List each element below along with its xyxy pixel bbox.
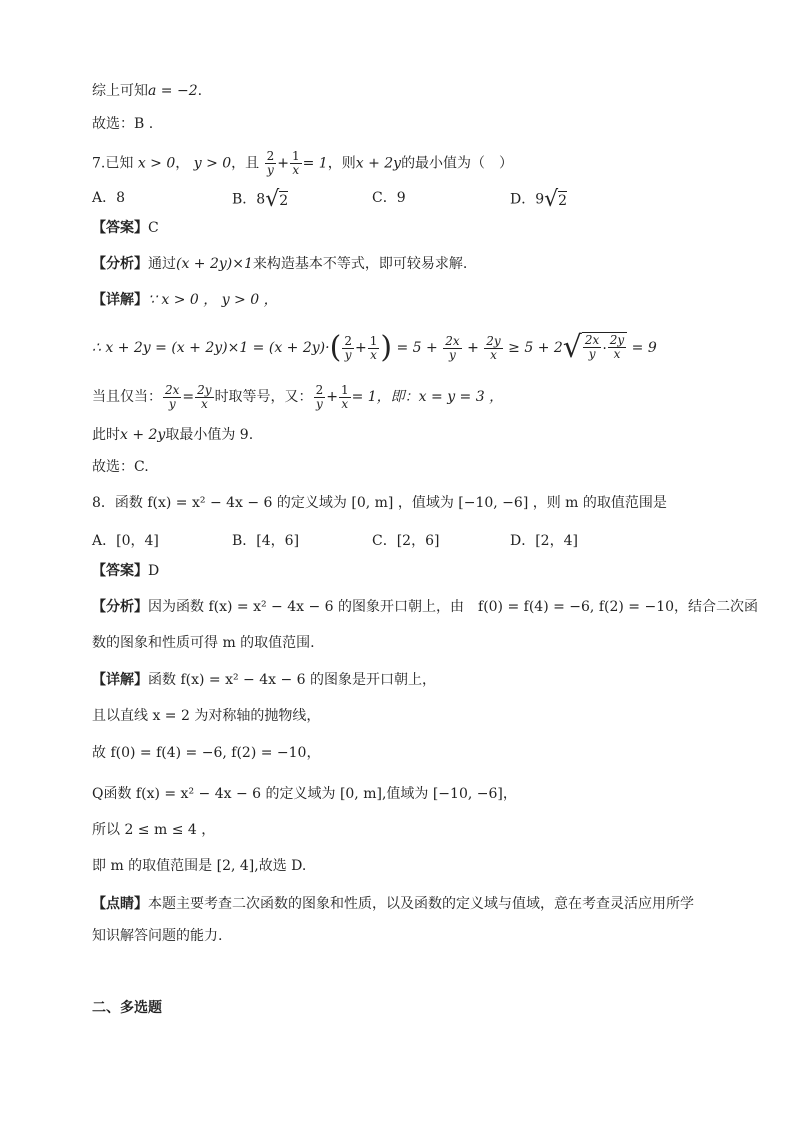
left-paren: ( bbox=[329, 330, 342, 365]
q8-analysis-line1 bbox=[92, 597, 759, 617]
derivation-b: = 5 + bbox=[396, 340, 438, 356]
derivation-d: ≥ 5 + 2 bbox=[508, 340, 563, 356]
frac-num: 2x bbox=[445, 333, 460, 348]
q7-option-a: A．8 bbox=[92, 190, 126, 206]
q7-option-d bbox=[510, 187, 567, 212]
frac-num: 2x bbox=[584, 333, 600, 347]
derivation-e: = 9 bbox=[631, 340, 657, 356]
min-line-post: 取最小值为 9. bbox=[165, 427, 254, 443]
option-label: D．9 bbox=[510, 191, 545, 208]
frac-den: x bbox=[613, 347, 621, 361]
q7-eq: = 1 bbox=[302, 155, 328, 172]
frac-num: 2 bbox=[344, 333, 352, 348]
q7-target: x + 2y bbox=[355, 155, 402, 172]
frac-den: y bbox=[168, 396, 176, 411]
eq-cond-end: x = y = 3 ， bbox=[418, 389, 504, 405]
frac-num: 2y bbox=[197, 382, 212, 397]
sqrt: √2 bbox=[544, 187, 568, 212]
q8-option-a: A．[0，4] bbox=[92, 533, 159, 549]
eq-cond-pre: 当且仅当： bbox=[92, 389, 162, 405]
eq-cond-eq2: = 1，即： bbox=[351, 389, 419, 405]
q7-cond1: x > 0 bbox=[137, 155, 176, 172]
q7-answer bbox=[92, 218, 734, 238]
analysis-text: 因为函数 f(x) = x² − 4x − 6 的图象开口朝上，由 f(0) = f(4) = −6, f(2) = −10，结合二次函 bbox=[148, 599, 759, 615]
analysis-tag: 【分析】 bbox=[92, 599, 148, 615]
frac-2y-over-x bbox=[608, 334, 626, 364]
q8-detail-line1 bbox=[92, 670, 734, 690]
q8-option-b: B．[4，6] bbox=[232, 533, 300, 549]
frac-2-over-y bbox=[342, 335, 354, 362]
q7-stem-a: 已知 bbox=[105, 155, 134, 172]
frac-den: y bbox=[449, 347, 456, 362]
comment-text: 本题主要考查二次函数的图象和性质，以及函数的定义域与值域，意在考查灵活应用所学 bbox=[148, 896, 694, 912]
frac-num: 1 bbox=[291, 149, 300, 163]
answer-tag: 【答案】 bbox=[92, 563, 148, 579]
q7-select: 故选：C. bbox=[92, 459, 149, 475]
summary-end: . bbox=[197, 83, 203, 99]
min-line-pre: 此时 bbox=[92, 427, 120, 443]
q8-analysis-line2: 数的图象和性质可得 m 的取值范围. bbox=[92, 635, 315, 651]
option-label: B．8 bbox=[232, 191, 266, 208]
plus: + bbox=[326, 389, 338, 405]
frac-2y-over-x bbox=[484, 335, 502, 362]
summary-line bbox=[92, 81, 734, 101]
q7-option-c: C．9 bbox=[372, 190, 406, 206]
q7-analysis bbox=[92, 254, 734, 274]
eq-sign: = bbox=[182, 389, 195, 405]
frac-num: 2x bbox=[165, 382, 180, 397]
frac-den: y bbox=[267, 163, 274, 177]
answer-value: C bbox=[148, 220, 159, 236]
q8-stem: 8．函数 f(x) = x² − 4x − 6 的定义域为 [0, m] ，值域为 [−10, −6] ，则 m 的取值范围是 bbox=[92, 495, 667, 511]
q8-option-d: D．[2，4] bbox=[510, 533, 578, 549]
frac-num: 2 bbox=[315, 382, 324, 397]
frac-den: y bbox=[315, 396, 323, 411]
q8-detail-line6: 即 m 的取值范围是 [2, 4],故选 D. bbox=[92, 858, 307, 874]
q8-detail-line3: 故 f(0) = f(4) = −6, f(2) = −10， bbox=[92, 745, 321, 761]
q8-comment-line2: 知识解答问题的能力. bbox=[92, 928, 223, 944]
q8-detail-line4: Q函数 f(x) = x² − 4x − 6 的定义域为 [0, m],值域为 [−10, −6]， bbox=[92, 786, 517, 802]
frac-2-over-y bbox=[314, 384, 326, 411]
sqrt-content: 2 bbox=[279, 192, 289, 209]
frac-num: 2 bbox=[266, 149, 275, 163]
derivation-c: + bbox=[467, 340, 479, 356]
q7-derivation bbox=[92, 332, 734, 364]
frac-den: x bbox=[200, 396, 208, 411]
frac-2x-over-y bbox=[163, 384, 181, 411]
sqrt: √2 bbox=[265, 187, 289, 212]
frac-1-over-x bbox=[368, 335, 380, 362]
q7-cond2: y > 0 bbox=[193, 155, 232, 172]
q8-detail-line2: 且以直线 x = 2 为对称轴的抛物线， bbox=[92, 708, 321, 724]
min-line-expr: x + 2y bbox=[120, 427, 166, 443]
q7-min-line bbox=[92, 425, 734, 445]
frac-2y-over-x bbox=[195, 384, 213, 411]
frac-den: x bbox=[341, 396, 349, 411]
q7-plus: + bbox=[277, 155, 289, 172]
summary-prefix: 综上可知 bbox=[92, 83, 148, 99]
q7-sep1: ， bbox=[175, 155, 190, 172]
sqrt-content: $\frac{2x}{y}$ · $\frac{2y}{x}$ bbox=[582, 332, 627, 364]
analysis-post: 来构造基本不等式，即可较易求解. bbox=[252, 256, 468, 272]
sqrt-product: √ $\frac{2x}{y}$ · $\frac{2y}{x}$ bbox=[563, 332, 627, 364]
q8-comment-line1 bbox=[92, 894, 734, 914]
summary-expr: a = −2 bbox=[148, 83, 198, 99]
q7-sep2: ，且 bbox=[231, 155, 260, 172]
frac-1-over-x bbox=[339, 384, 351, 411]
q8-option-c: C．[2，6] bbox=[372, 533, 440, 549]
frac-2x-over-y bbox=[443, 335, 461, 362]
answer-value: D bbox=[148, 563, 160, 579]
detail-text: ∵ x > 0 ， y > 0 ， bbox=[148, 292, 278, 308]
comment-tag: 【点睛】 bbox=[92, 896, 148, 912]
answer-tag: 【答案】 bbox=[92, 220, 148, 236]
q7-number: 7. bbox=[92, 155, 106, 172]
select-b-line: 故选：B . bbox=[92, 116, 154, 132]
analysis-tag: 【分析】 bbox=[92, 256, 148, 272]
detail-text: 函数 f(x) = x² − 4x − 6 的图象是开口朝上， bbox=[148, 672, 437, 688]
derivation-a: ∴ x + 2y = (x + 2y)×1 = (x + 2y)· bbox=[92, 340, 330, 356]
plus: + bbox=[354, 340, 367, 356]
frac-den: x bbox=[490, 347, 497, 362]
frac-den: y bbox=[344, 347, 352, 362]
right-paren: ) bbox=[380, 330, 393, 365]
q7-option-b bbox=[232, 187, 288, 212]
q7-frac-1-over-x bbox=[290, 150, 302, 177]
q7-eq-condition bbox=[92, 382, 734, 412]
section-title: 二、多选题 bbox=[92, 1000, 162, 1016]
sqrt-content: 2 bbox=[558, 192, 568, 209]
q7-stem-b: ，则 bbox=[327, 155, 356, 172]
frac-den: x bbox=[370, 347, 377, 362]
detail-tag: 【详解】 bbox=[92, 292, 148, 308]
q8-answer bbox=[92, 561, 734, 581]
detail-tag: 【详解】 bbox=[92, 672, 148, 688]
frac-num: 2y bbox=[609, 333, 625, 347]
frac-num: 1 bbox=[340, 382, 349, 397]
frac-den: x bbox=[292, 163, 300, 177]
frac-num: 1 bbox=[369, 333, 378, 348]
q7-stem bbox=[92, 150, 734, 177]
eq-cond-mid: 时取等号，又： bbox=[214, 389, 313, 405]
frac-num: 2y bbox=[486, 333, 501, 348]
q7-frac-2-over-y bbox=[265, 150, 277, 177]
analysis-pre: 通过 bbox=[148, 256, 176, 272]
q8-detail-line5: 所以 2 ≤ m ≤ 4 ， bbox=[92, 822, 216, 838]
frac-2x-over-y bbox=[583, 334, 601, 364]
q7-detail bbox=[92, 290, 734, 310]
q7-stem-c: 的最小值为（ ） bbox=[401, 155, 514, 172]
analysis-expr: (x + 2y)×1 bbox=[176, 256, 253, 272]
frac-den: y bbox=[588, 347, 596, 361]
